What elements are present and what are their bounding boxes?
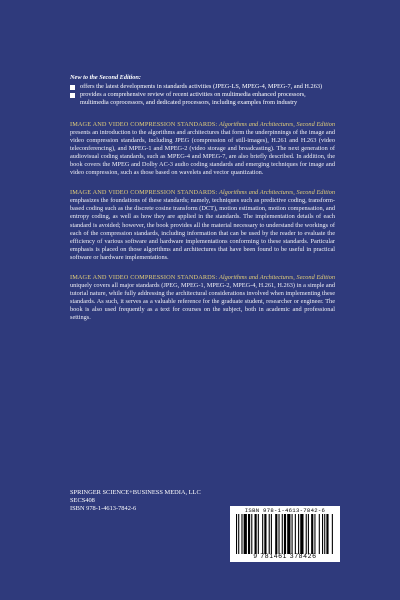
new-edition-list [70,83,335,107]
barcode-bar [326,514,328,554]
book-title-italic: Algorithms and Architectures, Second Edition [219,121,336,128]
barcode-bar [244,514,247,554]
barcode-bar [271,514,272,554]
barcode-bar [282,514,283,554]
barcode-bar [308,514,309,554]
barcode-bar [295,514,296,554]
new-edition-heading: New to the Second Edition: [70,74,142,81]
barcode-isbn-label: ISBN 978-1-4613-7842-6 [244,507,326,514]
series-code: SECS408 [70,497,95,504]
description-paragraph-1 [70,121,335,177]
publisher-block [70,489,201,513]
paragraph-body: uniquely covers all major standards (JPEG, MPEG-1, MPEG-2, MPEG-4, H.261, H.263) in a simple and tutorial nature, while fully addressing the architectural considerations involved when implementing these standards. As such, it serves as a valuable reference for the graduate student, researcher or engineer. The book is also used frequently as a text for courses on the subject, both in academic and professional settings. [70,281,335,321]
barcode-bar [298,514,299,554]
barcode-bar [332,514,333,554]
square-bullet-icon [70,85,75,90]
barcode-bar [255,514,257,554]
book-title-caps: IMAGE AND VIDEO COMPRESSION STANDARDS: [70,189,218,197]
book-title-caps: IMAGE AND VIDEO COMPRESSION STANDARDS: [70,121,218,128]
description-paragraph-2 [70,189,335,261]
barcode-bar [278,514,279,554]
barcode-bar [284,514,286,554]
description-paragraph-3 [70,274,335,322]
barcode-bar [287,514,290,554]
barcode-bar [238,514,239,554]
barcode-bar [311,514,313,554]
barcode-number: 9 781461 378426 [253,553,317,560]
barcode-bar [322,514,323,554]
barcode-bar [236,514,237,554]
barcode-bar [319,514,320,554]
publisher-name: SPRINGER SCIENCE+BUSINESS MEDIA, LLC [70,489,201,496]
barcode-bar [269,514,270,554]
barcode-bar [300,514,303,554]
back-cover-text [70,74,335,334]
paragraph-body: emphasizes the foundations of these standards; namely, techniques such as predictive coding, transform-based coding such as the discrete cosine transform (DCT), motion estimation, motion compensation, and entropy coding, as well as how they are applied in the standards. The implementation details of each standard is avoided; however, the book provides all the material necessary to understand the workings of each of the compression standards, including information that can be used by the reader to evaluate the efficiency of various software and hardware implementations conforming to these standards. Particular emphasis is placed on those algorithms and architectures that have been found to be useful in practical software or hardware implementations. [70,197,335,261]
bullet-text: provides a comprehensive review of recent activities on multimedia enhanced processors, multimedia coprocessors, and dedicated processors, including examples from industry [80,91,306,106]
barcode-bar [324,514,325,554]
barcode-bar [248,514,250,554]
paragraph-body: presents an introduction to the algorithms and architectures that form the underpinnings of the image and video compression standards, including JPEG (compression of still-images), H.261 and H.263 (video teleconferencing), and MPEG-1 and MPEG-2 (video storage and broadcasting). The next generation of audiovisual coding standards, such as MPEG-4 and MPEG-7, are also briefly described. In addition, the book covers the MPEG and Dolby AC-3 audio coding standards and emerging techniques for image and video compression, such as those based on wavelets and vector quantization. [70,129,335,177]
barcode-bar [275,514,277,554]
barcode-bar [264,514,266,554]
barcode-bar [258,514,259,554]
square-bullet-icon [70,93,75,98]
barcode [230,506,340,562]
list-item [70,91,335,107]
isbn-text: ISBN 978-1-4613-7842-6 [70,505,137,512]
barcode-bar [251,514,252,554]
barcode-bar [306,514,307,554]
book-title-italic: Algorithms and Architectures, Second Edition [219,189,336,197]
list-item [70,83,335,91]
book-title-caps: IMAGE AND VIDEO COMPRESSION STANDARDS: [70,273,218,281]
barcode-bars [236,514,334,554]
barcode-bar [314,514,315,554]
bullet-text: offers the latest developments in standards activities (JPEG-LS, MPEG-4, MPEG-7, and H.263) [80,83,323,90]
barcode-bar [241,514,242,554]
barcode-bar [292,514,293,554]
barcode-bar [262,514,263,554]
book-title-italic: Algorithms and Architectures, Second Edition [219,273,336,281]
